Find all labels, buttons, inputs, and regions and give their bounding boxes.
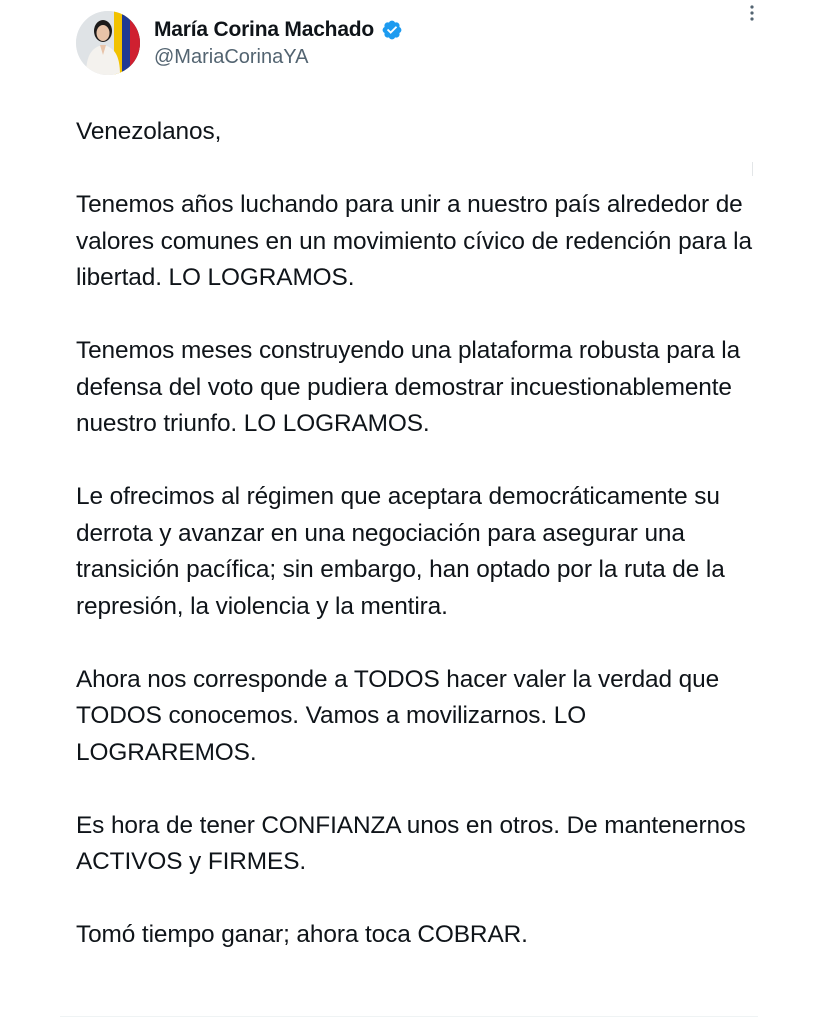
tweet-paragraph: Tenemos años luchando para unir a nuestro país alrededor de valores comunes en un movimiento cívico de redención para la libertad. LO LOGRAMOS.: [76, 191, 752, 291]
divider: [60, 1016, 758, 1017]
tweet-text: [76, 114, 766, 954]
author-display-name[interactable]: María Corina Machado: [154, 18, 375, 41]
more-options-button[interactable]: [744, 4, 760, 22]
tweet-paragraph: Venezolanos,: [76, 118, 222, 145]
tweet-header: [76, 10, 403, 76]
tweet-paragraph: Le ofrecimos al régimen que aceptara democráticamente su derrota y avanzar en una negociación para asegurar una transición pacífica; sin embargo, han optado por la ruta de la represión, la violencia y la mentira.: [76, 483, 725, 620]
name-row: [154, 17, 403, 43]
avatar-image: [76, 11, 140, 75]
tweet-paragraph: Ahora nos corresponde a TODOS hacer valer la verdad que TODOS conocemos. Vamos a movilizarnos. LO LOGRAREMOS.: [76, 665, 720, 766]
tweet-paragraph: Tomó tiempo ganar; ahora toca COBRAR.: [76, 921, 528, 948]
verified-check-icon[interactable]: [381, 19, 403, 41]
avatar[interactable]: [76, 11, 140, 75]
tweet-paragraph: Es hora de tener CONFIANZA unos en otros. De mantenernos ACTIVOS y FIRMES.: [76, 811, 746, 875]
more-options-icon: [744, 4, 760, 22]
author-identity: [154, 17, 403, 69]
tweet-paragraph: Tenemos meses construyendo una plataforma robusta para la defensa del voto que pudiera demostrar incuestionablemente nuestro triunfo. LO LOGRAMOS.: [76, 337, 741, 437]
author-handle[interactable]: @MariaCorinaYA: [154, 46, 309, 68]
